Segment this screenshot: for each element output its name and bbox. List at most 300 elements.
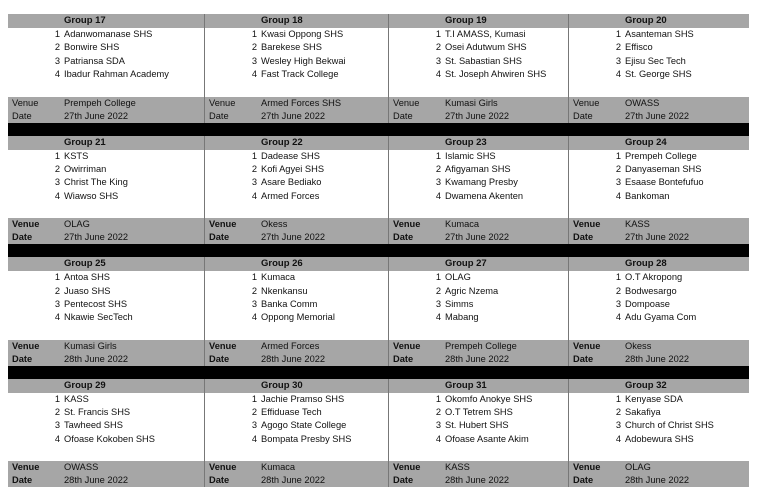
venue-value: Kumaca	[261, 462, 296, 473]
team-number: 3	[251, 55, 257, 66]
group-header-cell	[8, 257, 205, 271]
group-header-cell	[569, 136, 749, 150]
team-name: Bodwesargo	[625, 285, 677, 296]
date-cell	[205, 231, 389, 244]
team-number: 2	[251, 42, 257, 53]
team-entry	[205, 55, 388, 68]
team-number: 1	[54, 150, 60, 161]
team-number: 2	[435, 285, 441, 296]
team-name: Effiduase Tech	[261, 407, 322, 418]
group-header-cell	[569, 14, 749, 28]
venue-row	[8, 461, 749, 474]
venue-cell	[205, 218, 389, 231]
date-cell	[8, 110, 205, 123]
team-number: 4	[54, 69, 60, 80]
team-entry	[389, 393, 568, 406]
team-name: Agogo State College	[261, 420, 347, 431]
team-list	[569, 150, 749, 219]
date-label: Date	[12, 110, 32, 121]
team-number: 1	[251, 272, 257, 283]
venue-cell	[8, 340, 205, 353]
group-title: Group 21	[64, 136, 106, 148]
team-name: Sakafiya	[625, 407, 661, 418]
date-value: 28th June 2022	[261, 475, 326, 486]
team-entry	[205, 393, 388, 406]
team-name: OLAG	[445, 272, 471, 283]
teams-row	[8, 150, 749, 219]
team-entry	[389, 298, 568, 311]
team-entry	[8, 271, 204, 284]
team-list	[205, 271, 389, 340]
date-cell	[205, 474, 389, 487]
team-number: 3	[435, 298, 441, 309]
team-entry	[205, 311, 388, 324]
venue-label: Venue	[209, 97, 236, 108]
team-entry	[389, 68, 568, 81]
team-entry	[205, 41, 388, 54]
team-name: Juaso SHS	[64, 285, 111, 296]
venue-label: Venue	[393, 462, 421, 473]
group-title: Group 26	[261, 258, 303, 270]
venue-cell	[205, 340, 389, 353]
team-number: 3	[615, 420, 621, 431]
date-label: Date	[573, 475, 594, 486]
venue-label: Venue	[573, 97, 600, 108]
team-number: 1	[251, 393, 257, 404]
group-block	[8, 379, 749, 488]
group-header-row	[8, 14, 749, 28]
group-title: Group 25	[64, 258, 106, 270]
team-list	[389, 393, 569, 462]
team-number: 4	[615, 312, 621, 323]
team-list	[205, 393, 389, 462]
team-name: Wesley High Bekwai	[261, 55, 346, 66]
date-value: 27th June 2022	[64, 232, 129, 243]
date-value: 27th June 2022	[445, 110, 510, 121]
team-number: 2	[615, 163, 621, 174]
venue-value: Kumasi Girls	[64, 340, 117, 351]
team-number: 4	[54, 433, 60, 444]
team-list	[205, 28, 389, 97]
team-number: 2	[54, 163, 60, 174]
team-list	[389, 28, 569, 97]
date-cell	[569, 231, 749, 244]
team-number: 2	[251, 407, 257, 418]
team-entry	[205, 271, 388, 284]
team-name: O.T Akropong	[625, 272, 683, 283]
date-value: 27th June 2022	[445, 232, 510, 243]
team-entry	[389, 190, 568, 203]
team-number: 4	[435, 190, 441, 201]
venue-label: Venue	[393, 340, 421, 351]
team-entry	[205, 176, 388, 189]
date-cell	[569, 353, 749, 366]
venue-cell	[8, 97, 205, 110]
team-name: Kwasi Oppong SHS	[261, 29, 344, 39]
venue-label: Venue	[12, 462, 40, 473]
date-value: 28th June 2022	[625, 353, 690, 364]
team-entry	[569, 271, 749, 284]
team-number: 4	[251, 433, 257, 444]
team-name: Okomfo Anokye SHS	[445, 393, 533, 404]
fixture-sheet	[8, 14, 749, 487]
date-label: Date	[573, 353, 594, 364]
team-entry	[205, 285, 388, 298]
team-name: Christ The King	[64, 177, 128, 188]
team-name: St. Hubert SHS	[445, 420, 509, 431]
group-block	[8, 14, 749, 123]
group-title: Group 19	[445, 15, 487, 26]
team-number: 4	[251, 69, 257, 80]
team-name: Oppong Memorial	[261, 312, 335, 323]
team-number: 3	[615, 55, 621, 66]
group-title: Group 24	[625, 136, 667, 148]
venue-value: OWASS	[64, 462, 99, 473]
team-entry	[8, 176, 204, 189]
team-entry	[205, 68, 388, 81]
team-entry	[8, 298, 204, 311]
team-number: 4	[615, 433, 621, 444]
team-entry	[569, 285, 749, 298]
team-number: 4	[251, 312, 257, 323]
team-list	[8, 28, 205, 97]
group-header-cell	[8, 14, 205, 28]
team-name: Church of Christ SHS	[625, 420, 714, 431]
teams-row	[8, 28, 749, 97]
venue-cell	[389, 218, 569, 231]
team-name: Kwamang Presby	[445, 177, 518, 188]
venue-cell	[8, 218, 205, 231]
team-name: Patriansa SDA	[64, 55, 125, 66]
date-cell	[205, 353, 389, 366]
date-label: Date	[573, 232, 594, 243]
team-list	[389, 150, 569, 219]
group-header-cell	[389, 379, 569, 393]
team-entry	[389, 176, 568, 189]
team-number: 2	[435, 163, 441, 174]
team-list	[569, 393, 749, 462]
group-title: Group 28	[625, 258, 667, 270]
venue-value: Prempeh College	[445, 340, 517, 351]
team-name: St. George SHS	[625, 69, 692, 80]
team-name: Barekese SHS	[261, 42, 322, 53]
date-label: Date	[209, 110, 229, 121]
date-cell	[569, 474, 749, 487]
date-cell	[8, 231, 205, 244]
venue-row	[8, 97, 749, 110]
team-name: Agric Nzema	[445, 285, 499, 296]
group-title: Group 17	[64, 15, 106, 26]
team-name: Bompata Presby SHS	[261, 433, 352, 444]
date-row	[8, 231, 749, 244]
team-list	[205, 150, 389, 219]
team-number: 3	[54, 55, 60, 66]
date-cell	[8, 474, 205, 487]
team-entry	[569, 41, 749, 54]
team-number: 2	[54, 285, 60, 296]
team-entry	[569, 176, 749, 189]
team-number: 4	[54, 312, 60, 323]
venue-cell	[389, 461, 569, 474]
team-name: Bonwire SHS	[64, 42, 120, 53]
group-title: Group 18	[261, 15, 303, 26]
team-name: KSTS	[64, 150, 89, 161]
team-entry	[205, 419, 388, 432]
team-number: 3	[251, 298, 257, 309]
team-name: Danyaseman SHS	[625, 163, 702, 174]
date-cell	[389, 474, 569, 487]
group-header-row	[8, 379, 749, 393]
team-entry	[8, 163, 204, 176]
team-entry	[389, 55, 568, 68]
date-label: Date	[209, 232, 230, 243]
venue-cell	[205, 97, 389, 110]
group-header-cell	[389, 14, 569, 28]
venue-value: Armed Forces SHS	[261, 97, 342, 108]
group-header-cell	[205, 14, 389, 28]
group-header-cell	[205, 136, 389, 150]
venue-label: Venue	[12, 340, 40, 351]
venue-label: Venue	[573, 219, 601, 230]
team-entry	[569, 150, 749, 163]
team-number: 3	[615, 298, 621, 309]
team-entry	[389, 163, 568, 176]
team-entry	[389, 28, 568, 41]
team-name: Mabang	[445, 312, 479, 323]
date-cell	[389, 231, 569, 244]
team-name: Wiawso SHS	[64, 190, 119, 201]
venue-label: Venue	[12, 97, 39, 108]
team-name: Antoa SHS	[64, 272, 110, 283]
group-title: Group 32	[625, 379, 667, 391]
venue-cell	[205, 461, 389, 474]
team-entry	[569, 190, 749, 203]
group-title: Group 23	[445, 136, 487, 148]
team-name: Ejisu Sec Tech	[625, 55, 686, 66]
venue-cell	[8, 461, 205, 474]
date-row	[8, 474, 749, 487]
team-entry	[205, 190, 388, 203]
team-number: 1	[54, 272, 60, 283]
venue-value: Prempeh College	[64, 97, 136, 108]
venue-cell	[569, 461, 749, 474]
team-entry	[389, 419, 568, 432]
group-title: Group 20	[625, 15, 667, 26]
teams-row	[8, 393, 749, 462]
team-number: 2	[615, 285, 621, 296]
date-cell	[205, 110, 389, 123]
team-entry	[205, 406, 388, 419]
date-label: Date	[573, 110, 593, 121]
team-number: 1	[615, 29, 621, 39]
team-list	[569, 28, 749, 97]
group-title: Group 30	[261, 379, 303, 391]
team-entry	[389, 150, 568, 163]
team-name: Armed Forces	[261, 190, 320, 201]
team-entry	[205, 163, 388, 176]
date-label: Date	[12, 475, 33, 486]
team-name: Simms	[445, 298, 474, 309]
date-label: Date	[393, 232, 414, 243]
venue-value: Armed Forces	[261, 340, 320, 351]
team-number: 3	[54, 177, 60, 188]
team-entry	[8, 28, 204, 41]
team-name: Asanteman SHS	[625, 29, 694, 39]
team-name: T.I AMASS, Kumasi	[445, 29, 526, 39]
teams-row	[8, 271, 749, 340]
team-entry	[8, 406, 204, 419]
team-number: 1	[435, 393, 441, 404]
venue-label: Venue	[393, 219, 421, 230]
team-name: Tawheed SHS	[64, 420, 123, 431]
team-entry	[389, 285, 568, 298]
date-cell	[389, 353, 569, 366]
team-name: Osei Adutwum SHS	[445, 42, 527, 53]
date-value: 27th June 2022	[261, 232, 326, 243]
date-value: 28th June 2022	[64, 475, 129, 486]
group-title: Group 27	[445, 258, 487, 270]
team-name: Nkenkansu	[261, 285, 308, 296]
team-name: Dadease SHS	[261, 150, 320, 161]
team-name: Fast Track College	[261, 69, 339, 80]
venue-cell	[389, 340, 569, 353]
date-label: Date	[209, 475, 230, 486]
date-cell	[569, 110, 749, 123]
team-entry	[569, 298, 749, 311]
group-header-cell	[8, 136, 205, 150]
venue-label: Venue	[209, 462, 237, 473]
team-name: Bankoman	[625, 190, 670, 201]
team-name: Ibadur Rahman Academy	[64, 69, 169, 80]
team-entry	[205, 298, 388, 311]
date-label: Date	[393, 353, 414, 364]
team-number: 2	[54, 407, 60, 418]
group-title: Group 31	[445, 379, 487, 391]
date-label: Date	[12, 353, 33, 364]
venue-value: OWASS	[625, 97, 660, 108]
team-name: Afigyaman SHS	[445, 163, 511, 174]
team-entry	[8, 190, 204, 203]
team-name: Owirriman	[64, 163, 107, 174]
team-entry	[569, 419, 749, 432]
venue-value: OLAG	[64, 219, 90, 230]
venue-cell	[389, 97, 569, 110]
team-number: 2	[251, 285, 257, 296]
venue-cell	[569, 97, 749, 110]
team-entry	[569, 68, 749, 81]
team-entry	[8, 68, 204, 81]
team-name: Nkawie SecTech	[64, 312, 133, 323]
team-number: 2	[615, 407, 621, 418]
team-name: Ofoase Asante Akim	[445, 433, 529, 444]
team-entry	[569, 311, 749, 324]
team-number: 4	[435, 312, 441, 323]
team-entry	[569, 55, 749, 68]
team-number: 3	[435, 177, 441, 188]
group-title: Group 22	[261, 136, 303, 148]
team-name: Esaase Bontefufuo	[625, 177, 704, 188]
team-number: 4	[615, 69, 621, 80]
team-name: Ofoase Kokoben SHS	[64, 433, 155, 444]
team-name: St. Joseph Ahwiren SHS	[445, 69, 547, 80]
date-label: Date	[209, 353, 230, 364]
team-entry	[8, 393, 204, 406]
separator-bar	[8, 244, 749, 257]
team-number: 1	[615, 272, 621, 283]
team-name: Adobewura SHS	[625, 433, 694, 444]
group-header-row	[8, 136, 749, 150]
date-value: 28th June 2022	[445, 475, 510, 486]
team-entry	[389, 433, 568, 446]
team-entry	[8, 150, 204, 163]
date-label: Date	[12, 232, 33, 243]
team-number: 4	[615, 190, 621, 201]
venue-value: Kumasi Girls	[445, 97, 498, 108]
group-block	[8, 257, 749, 366]
team-entry	[389, 406, 568, 419]
team-list	[8, 271, 205, 340]
venue-value: KASS	[625, 219, 650, 230]
team-entry	[569, 393, 749, 406]
date-value: 28th June 2022	[625, 475, 690, 486]
team-number: 1	[251, 29, 257, 39]
team-number: 1	[435, 150, 441, 161]
team-entry	[8, 55, 204, 68]
date-label: Date	[393, 475, 414, 486]
team-entry	[569, 433, 749, 446]
venue-value: OLAG	[625, 462, 651, 473]
team-name: St. Francis SHS	[64, 407, 131, 418]
team-name: Dompoase	[625, 298, 670, 309]
team-entry	[205, 433, 388, 446]
team-name: Dwamena Akenten	[445, 190, 524, 201]
team-number: 1	[435, 272, 441, 283]
team-list	[8, 150, 205, 219]
team-entry	[8, 285, 204, 298]
team-list	[8, 393, 205, 462]
team-entry	[8, 433, 204, 446]
date-row	[8, 353, 749, 366]
team-number: 1	[251, 150, 257, 161]
date-label: Date	[393, 110, 413, 121]
group-header-row	[8, 257, 749, 271]
group-header-cell	[389, 257, 569, 271]
team-number: 2	[251, 163, 257, 174]
venue-label: Venue	[209, 219, 237, 230]
date-value: 27th June 2022	[261, 110, 326, 121]
date-value: 28th June 2022	[445, 353, 510, 364]
team-number: 2	[435, 42, 441, 53]
team-name: Jachie Pramso SHS	[261, 393, 345, 404]
team-number: 2	[435, 407, 441, 418]
team-number: 3	[435, 55, 441, 66]
venue-label: Venue	[209, 340, 237, 351]
team-name: Asare Bediako	[261, 177, 322, 188]
team-name: Kofi Agyei SHS	[261, 163, 325, 174]
team-number: 1	[435, 29, 441, 39]
team-entry	[389, 271, 568, 284]
team-entry	[8, 419, 204, 432]
team-entry	[8, 311, 204, 324]
group-block	[8, 136, 749, 245]
date-row	[8, 110, 749, 123]
team-list	[389, 271, 569, 340]
team-number: 3	[251, 177, 257, 188]
team-number: 1	[615, 393, 621, 404]
date-value: 28th June 2022	[261, 353, 326, 364]
team-entry	[205, 28, 388, 41]
team-name: Kenyase SDA	[625, 393, 683, 404]
